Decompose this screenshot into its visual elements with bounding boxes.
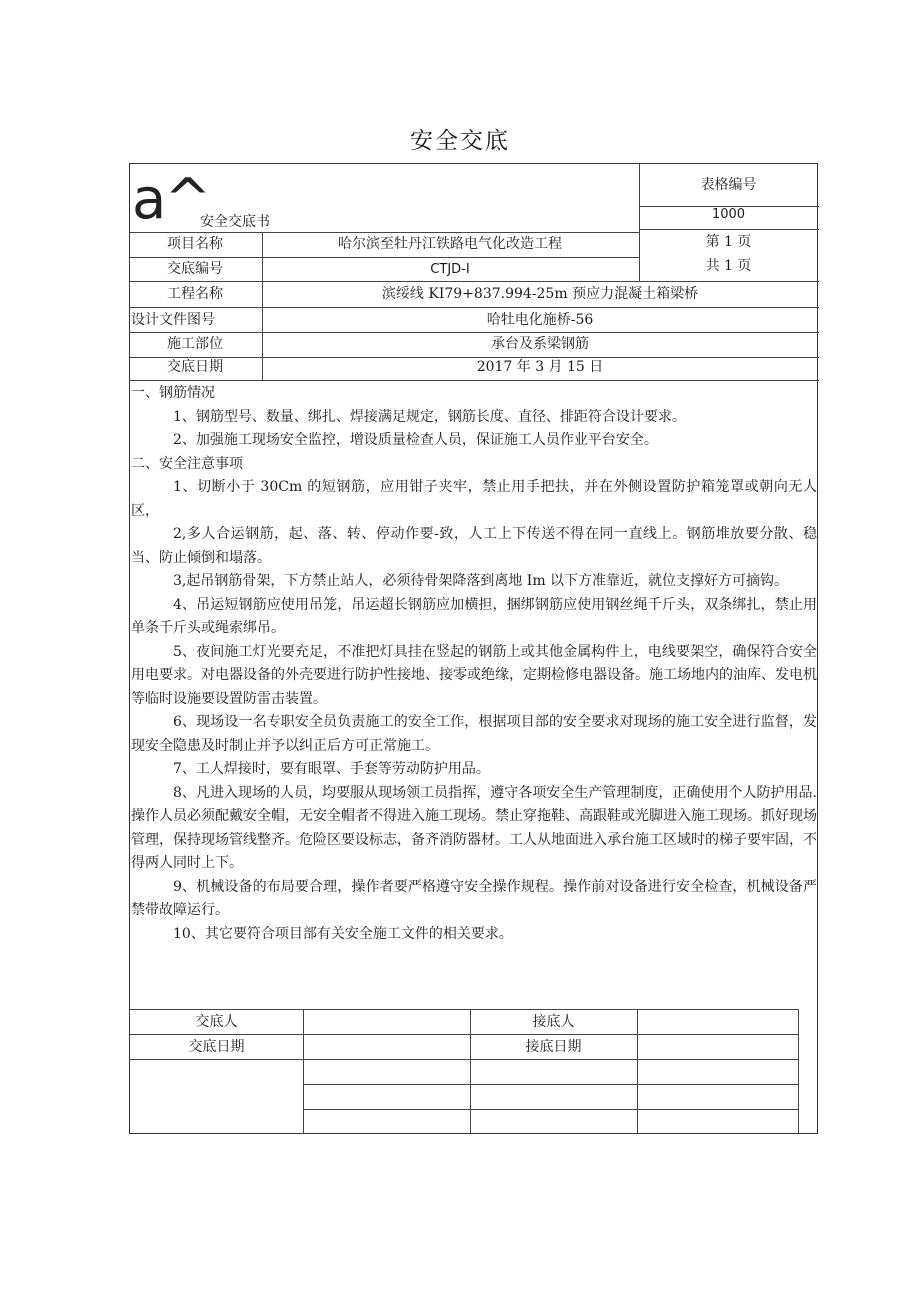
info-label-project: 项目名称	[167, 236, 223, 252]
form-no-value: 1000	[711, 207, 746, 222]
list-item: 1、切断小于 30Cm 的短钢筋，应用钳子夹牢，禁止用手把扶，并在外侧设置防护箱笼罩或朝向无人区，	[131, 479, 817, 519]
giver-signature-field[interactable]	[304, 1009, 469, 1033]
list-item: 7、工人焊接时，要有眼罩、手套等劳动防护用品。	[173, 761, 490, 777]
section-heading: 二、安全注意事项	[131, 455, 243, 472]
info-label-part: 施工部位	[167, 336, 223, 352]
info-label-code: 交底编号	[167, 261, 223, 277]
list-item: 2,多人合运钢筋，起、落、转、停动作要-致，人工上下传送不得在同一直线上。钢筋堆放要分散、稳当、防止倾倒和塌落。	[131, 526, 817, 566]
give-date-field[interactable]	[304, 1034, 469, 1058]
info-label-drawing-no: 设计文件图号	[131, 312, 215, 328]
info-value-code: CTJD-I	[430, 262, 470, 277]
list-item: 4、吊运短钢筋应使用吊笼，吊运超长钢筋应加横担，捆绑钢筋应使用钢丝绳千斤头，双条绑扎，禁止用单条千斤头或绳索绑吊。	[131, 596, 817, 636]
info-value-part: 承台及系梁钢筋	[491, 336, 589, 352]
list-item: 10、其它要符合项目部有关安全施工文件的相关要求。	[173, 925, 513, 942]
info-value-drawing-no: 哈牡电化施桥-56	[486, 312, 594, 328]
list-item: 9、机械设备的布局要合理，操作者要严格遵守安全操作规程。操作前对设备进行安全检查，机械设备严禁带故障运行。	[131, 878, 817, 918]
page-title: 安全交底	[410, 128, 510, 154]
receive-date-label: 接底日期	[525, 1039, 582, 1055]
page-total: 共 1 页	[705, 258, 752, 274]
receive-date-field[interactable]	[638, 1034, 796, 1058]
company-logo: a^	[132, 167, 210, 232]
info-label-project-name: 工程名称	[167, 286, 223, 302]
list-item: 5、夜间施工灯光要充足，不准把灯具挂在竖起的钢筋上或其他金属构件上，电线要架空，确保符合安全用电要求。对电器设备的外壳要进行防护性接地、接零或绝缘，定期检修电器设备。施工场地内的油库、发电机等临时设施要设置防雷击装置。	[131, 643, 817, 707]
info-label-date: 交底日期	[167, 359, 223, 375]
list-item: 1、钢筋型号、数量、绑扎、焊接满足规定，钢筋长度、直径、排距符合设计要求。	[173, 408, 686, 425]
info-value-date: 2017 年 3 月 15 日	[476, 359, 604, 375]
section-heading: 一、钢筋情况	[131, 385, 215, 401]
list-item: 3,起吊钢筋骨架，下方禁止站人，必须待骨架降落到离地 Im 以下方准靠近，就位支撑好方可摘钩。	[173, 573, 789, 589]
info-value-project: 哈尔滨至牡丹江铁路电气化改造工程	[338, 236, 562, 252]
book-title: 安全交底书	[200, 214, 270, 230]
list-item: 6、现场设一名专职安全员负责施工的安全工作，根据项目部的安全要求对现场的施工安全进行监督，发现安全隐患及时制止并予以纠正后方可正常施工。	[131, 714, 817, 754]
give-date-label: 交底日期	[188, 1039, 245, 1055]
giver-label: 交底人	[195, 1014, 238, 1030]
receiver-label: 接底人	[532, 1014, 575, 1030]
list-item: 8、凡进入现场的人员，均要服从现场领工员指挥，遵守各项安全生产管理制度，正确使用个人防护用品.操作人员必须配戴安全帽，无安全帽者不得进入施工现场。禁止穿拖鞋、高跟鞋或光脚进入施工现场。抓好现场管理，保持现场管线整齐。危险区要设标志，备齐消防器材。工人从地面进入承台施工区域时的梯子要牢固，不得两人同时上下。	[131, 784, 817, 871]
form-no-label: 表格编号	[700, 177, 757, 193]
receiver-signature-field[interactable]	[638, 1009, 796, 1033]
list-item: 2、加强施工现场安全监控，增设质量检查人员，保证施工人员作业平台安全。	[173, 432, 658, 448]
safety-content	[131, 382, 817, 946]
info-value-project-name: 滨绥线 KI79+837.994-25m 预应力混凝土箱梁桥	[381, 286, 699, 302]
page-current: 第 1 页	[705, 234, 752, 250]
